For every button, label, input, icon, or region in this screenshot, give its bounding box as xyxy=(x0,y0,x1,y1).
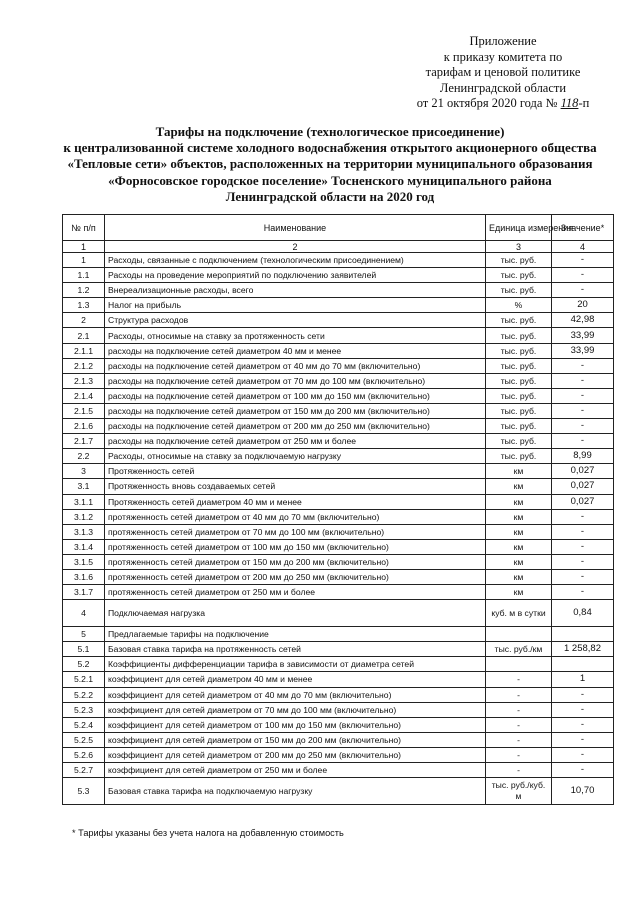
row-number-cell: 5.2.5 xyxy=(63,732,105,747)
row-unit-cell: тыс. руб. xyxy=(486,343,552,358)
row-number-cell: 3.1.1 xyxy=(63,494,105,509)
row-number-cell: 5 xyxy=(63,627,105,642)
table-row xyxy=(63,509,614,524)
tariff-table xyxy=(62,214,614,805)
row-value-cell: - xyxy=(552,373,614,388)
header-num: № п/п xyxy=(63,215,105,241)
row-value-cell: - xyxy=(552,717,614,732)
table-row xyxy=(63,569,614,584)
row-value-cell: - xyxy=(552,585,614,600)
index-cell: 2 xyxy=(105,241,486,253)
row-unit-cell: - xyxy=(486,747,552,762)
row-name-cell: Внереализационные расходы, всего xyxy=(105,283,486,298)
row-name-cell: расходы на подключение сетей диаметром от 200 мм до 250 мм (включительно) xyxy=(105,419,486,434)
row-name-cell: коэффициент для сетей диаметром от 200 мм до 250 мм (включительно) xyxy=(105,747,486,762)
row-unit-cell: км xyxy=(486,494,552,509)
row-number-cell: 1.1 xyxy=(63,268,105,283)
row-name-cell: расходы на подключение сетей диаметром от 40 мм до 70 мм (включительно) xyxy=(105,358,486,373)
row-unit-cell: тыс. руб. xyxy=(486,253,552,268)
row-number-cell: 2.1.4 xyxy=(63,388,105,403)
row-value-cell: - xyxy=(552,687,614,702)
row-unit-cell: - xyxy=(486,717,552,732)
table-row xyxy=(63,434,614,449)
footnote: * Тарифы указаны без учета налога на добавленную стоимость xyxy=(72,828,344,838)
row-unit-cell: км xyxy=(486,585,552,600)
row-value-cell: 0,027 xyxy=(552,479,614,494)
row-name-cell: протяженность сетей диаметром от 70 мм до 100 мм (включительно) xyxy=(105,524,486,539)
row-name-cell: Налог на прибыль xyxy=(105,298,486,313)
row-value-cell: - xyxy=(552,419,614,434)
row-value-cell: - xyxy=(552,509,614,524)
row-name-cell: коэффициент для сетей диаметром от 150 мм до 200 мм (включительно) xyxy=(105,732,486,747)
row-value-cell: - xyxy=(552,539,614,554)
row-number-cell: 1 xyxy=(63,253,105,268)
table-row xyxy=(63,672,614,687)
row-unit-cell: - xyxy=(486,763,552,778)
row-name-cell: коэффициент для сетей диаметром 40 мм и менее xyxy=(105,672,486,687)
row-name-cell: Базовая ставка тарифа на протяженность сетей xyxy=(105,642,486,657)
row-name-cell: протяженность сетей диаметром от 150 мм до 200 мм (включительно) xyxy=(105,554,486,569)
table-row xyxy=(63,479,614,494)
row-name-cell: коэффициент для сетей диаметром от 70 мм до 100 мм (включительно) xyxy=(105,702,486,717)
row-value-cell: 42,98 xyxy=(552,313,614,328)
row-name-cell: Коэффициенты дифференциации тарифа в зависимости от диаметра сетей xyxy=(105,657,486,672)
row-number-cell: 2.1.1 xyxy=(63,343,105,358)
appendix-order-line xyxy=(388,96,618,112)
row-value-cell: - xyxy=(552,702,614,717)
row-value-cell xyxy=(552,657,614,672)
row-unit-cell: - xyxy=(486,672,552,687)
row-unit-cell: - xyxy=(486,702,552,717)
row-unit-cell: % xyxy=(486,298,552,313)
row-unit-cell: км xyxy=(486,509,552,524)
table-row xyxy=(63,585,614,600)
row-value-cell: - xyxy=(552,358,614,373)
row-value-cell: 1 258,82 xyxy=(552,642,614,657)
row-unit-cell: тыс. руб. xyxy=(486,358,552,373)
row-number-cell: 3.1.3 xyxy=(63,524,105,539)
row-number-cell: 5.2.7 xyxy=(63,763,105,778)
row-unit-cell: тыс. руб. xyxy=(486,328,552,343)
row-name-cell: Расходы, связанные с подключением (технологическим присоединением) xyxy=(105,253,486,268)
row-name-cell: коэффициент для сетей диаметром от 250 мм и более xyxy=(105,763,486,778)
row-number-cell: 2.1.7 xyxy=(63,434,105,449)
row-name-cell: протяженность сетей диаметром от 200 мм до 250 мм (включительно) xyxy=(105,569,486,584)
row-unit-cell: км xyxy=(486,554,552,569)
table-row xyxy=(63,313,614,328)
appendix-line: Ленинградской области xyxy=(439,80,567,95)
table-header-row xyxy=(63,215,614,241)
row-number-cell: 5.2.6 xyxy=(63,747,105,762)
row-number-cell: 5.2 xyxy=(63,657,105,672)
table-row xyxy=(63,343,614,358)
row-value-cell: - xyxy=(552,434,614,449)
row-unit-cell: км xyxy=(486,524,552,539)
row-value-cell: 1 xyxy=(552,672,614,687)
row-unit-cell: км xyxy=(486,464,552,479)
row-number-cell: 2.1.2 xyxy=(63,358,105,373)
row-name-cell: Протяженность вновь создаваемых сетей xyxy=(105,479,486,494)
table-row xyxy=(63,627,614,642)
title-line: «Тепловые сети» объектов, расположенных на территории муниципального образования xyxy=(67,156,593,172)
appendix-block xyxy=(388,34,618,112)
table-row xyxy=(63,642,614,657)
title-line: Тарифы на подключение (технологическое присоединение) xyxy=(155,124,505,139)
row-value-cell: 33,99 xyxy=(552,328,614,343)
title-line: «Форносовское городское поселение» Тосненского муниципального района xyxy=(108,172,552,188)
row-unit-cell: тыс. руб./куб. м xyxy=(486,778,552,805)
row-name-cell: протяженность сетей диаметром от 40 мм до 70 мм (включительно) xyxy=(105,509,486,524)
table-row xyxy=(63,687,614,702)
row-name-cell: расходы на подключение сетей диаметром от 70 мм до 100 мм (включительно) xyxy=(105,373,486,388)
row-number-cell: 2.1.6 xyxy=(63,419,105,434)
table-row xyxy=(63,778,614,805)
title-line: к централизованной системе холодного водоснабжения открытого акционерного общества xyxy=(63,140,597,156)
header-unit: Единица измерения xyxy=(486,215,552,241)
table-row xyxy=(63,388,614,403)
row-unit-cell: - xyxy=(486,732,552,747)
row-value-cell: - xyxy=(552,732,614,747)
row-number-cell: 4 xyxy=(63,600,105,627)
row-value-cell: 0,027 xyxy=(552,464,614,479)
row-number-cell: 3.1.6 xyxy=(63,569,105,584)
row-number-cell: 3.1.4 xyxy=(63,539,105,554)
row-unit-cell xyxy=(486,657,552,672)
row-name-cell: Структура расходов xyxy=(105,313,486,328)
row-unit-cell: тыс. руб. xyxy=(486,388,552,403)
row-value-cell: 33,99 xyxy=(552,343,614,358)
row-number-cell: 3.1.2 xyxy=(63,509,105,524)
row-unit-cell: тыс. руб. xyxy=(486,373,552,388)
table-row xyxy=(63,702,614,717)
row-name-cell: расходы на подключение сетей диаметром от 100 мм до 150 мм (включительно) xyxy=(105,388,486,403)
row-number-cell: 5.2.1 xyxy=(63,672,105,687)
row-value-cell: - xyxy=(552,747,614,762)
row-value-cell: 0,84 xyxy=(552,600,614,627)
row-unit-cell: тыс. руб./км xyxy=(486,642,552,657)
row-number-cell: 2.1.5 xyxy=(63,403,105,418)
row-number-cell: 5.2.3 xyxy=(63,702,105,717)
row-name-cell: Расходы, относимые на ставку за протяженность сети xyxy=(105,328,486,343)
table-row xyxy=(63,554,614,569)
table-row xyxy=(63,464,614,479)
row-unit-cell: тыс. руб. xyxy=(486,419,552,434)
row-value-cell: - xyxy=(552,403,614,418)
table-row xyxy=(63,419,614,434)
row-name-cell: Расходы, относимые на ставку за подключаемую нагрузку xyxy=(105,449,486,464)
title-line: Ленинградской области на 2020 год xyxy=(225,188,435,204)
row-name-cell: протяженность сетей диаметром от 100 мм до 150 мм (включительно) xyxy=(105,539,486,554)
order-suffix: -п xyxy=(578,96,590,110)
row-name-cell: Базовая ставка тарифа на подключаемую нагрузку xyxy=(105,778,486,805)
row-value-cell: - xyxy=(552,283,614,298)
row-unit-cell: км xyxy=(486,539,552,554)
row-value-cell: - xyxy=(552,569,614,584)
row-name-cell: расходы на подключение сетей диаметром от 250 мм и более xyxy=(105,434,486,449)
row-name-cell: Подключаемая нагрузка xyxy=(105,600,486,627)
row-number-cell: 3 xyxy=(63,464,105,479)
table-row xyxy=(63,328,614,343)
column-index-row xyxy=(63,241,614,253)
row-value-cell: 0,027 xyxy=(552,494,614,509)
row-name-cell: расходы на подключение сетей диаметром от 150 мм до 200 мм (включительно) xyxy=(105,403,486,418)
row-value-cell: - xyxy=(552,554,614,569)
row-number-cell: 5.2.2 xyxy=(63,687,105,702)
table-row xyxy=(63,600,614,627)
header-name: Наименование xyxy=(105,215,486,241)
appendix-line: тарифам и ценовой политике xyxy=(425,65,581,79)
row-number-cell: 3.1.7 xyxy=(63,585,105,600)
row-name-cell: расходы на подключение сетей диаметром 40 мм и менее xyxy=(105,343,486,358)
row-name-cell: коэффициент для сетей диаметром от 100 мм до 150 мм (включительно) xyxy=(105,717,486,732)
row-unit-cell: тыс. руб. xyxy=(486,268,552,283)
row-unit-cell: тыс. руб. xyxy=(486,313,552,328)
table-row xyxy=(63,358,614,373)
table-row xyxy=(63,494,614,509)
table-row xyxy=(63,732,614,747)
row-value-cell: - xyxy=(552,253,614,268)
row-name-cell: Протяженность сетей xyxy=(105,464,486,479)
row-number-cell: 3.1.5 xyxy=(63,554,105,569)
table-row xyxy=(63,524,614,539)
row-value-cell xyxy=(552,627,614,642)
row-name-cell: коэффициент для сетей диаметром от 40 мм до 70 мм (включительно) xyxy=(105,687,486,702)
row-number-cell: 1.2 xyxy=(63,283,105,298)
row-number-cell: 2.1.3 xyxy=(63,373,105,388)
row-unit-cell: км xyxy=(486,569,552,584)
row-number-cell: 5.3 xyxy=(63,778,105,805)
row-value-cell: - xyxy=(552,524,614,539)
row-number-cell: 1.3 xyxy=(63,298,105,313)
row-number-cell: 2 xyxy=(63,313,105,328)
row-number-cell: 3.1 xyxy=(63,479,105,494)
row-number-cell: 5.2.4 xyxy=(63,717,105,732)
table-row xyxy=(63,747,614,762)
index-cell: 3 xyxy=(486,241,552,253)
row-unit-cell: тыс. руб. xyxy=(486,449,552,464)
row-number-cell: 2.1 xyxy=(63,328,105,343)
row-name-cell: Расходы на проведение мероприятий по подключению заявителей xyxy=(105,268,486,283)
table-row xyxy=(63,657,614,672)
appendix-line: Приложение xyxy=(469,34,537,48)
row-unit-cell: тыс. руб. xyxy=(486,434,552,449)
row-number-cell: 5.1 xyxy=(63,642,105,657)
table-row xyxy=(63,298,614,313)
table-row xyxy=(63,283,614,298)
table-row xyxy=(63,253,614,268)
appendix-line: к приказу комитета по xyxy=(443,49,563,64)
index-cell: 4 xyxy=(552,241,614,253)
table-row xyxy=(63,449,614,464)
row-unit-cell: тыс. руб. xyxy=(486,283,552,298)
table-row xyxy=(63,403,614,418)
table-row xyxy=(63,539,614,554)
row-value-cell: 8,99 xyxy=(552,449,614,464)
row-number-cell: 2.2 xyxy=(63,449,105,464)
row-value-cell: 10,70 xyxy=(552,778,614,805)
row-unit-cell: тыс. руб. xyxy=(486,403,552,418)
row-unit-cell: куб. м в сутки xyxy=(486,600,552,627)
row-value-cell: - xyxy=(552,388,614,403)
header-value: Значение* xyxy=(552,215,614,241)
table-row xyxy=(63,268,614,283)
row-value-cell: - xyxy=(552,268,614,283)
order-date: от 21 октября 2020 года № xyxy=(416,96,558,110)
document-title xyxy=(40,124,620,205)
table-row xyxy=(63,373,614,388)
table-row xyxy=(63,763,614,778)
row-value-cell: - xyxy=(552,763,614,778)
row-unit-cell xyxy=(486,627,552,642)
table-row xyxy=(63,717,614,732)
index-cell: 1 xyxy=(63,241,105,253)
row-unit-cell: км xyxy=(486,479,552,494)
row-name-cell: Протяженность сетей диаметром 40 мм и менее xyxy=(105,494,486,509)
row-unit-cell: - xyxy=(486,687,552,702)
row-name-cell: протяженность сетей диаметром от 250 мм и более xyxy=(105,585,486,600)
row-name-cell: Предлагаемые тарифы на подключение xyxy=(105,627,486,642)
order-number: 118 xyxy=(560,96,579,110)
row-value-cell: 20 xyxy=(552,298,614,313)
